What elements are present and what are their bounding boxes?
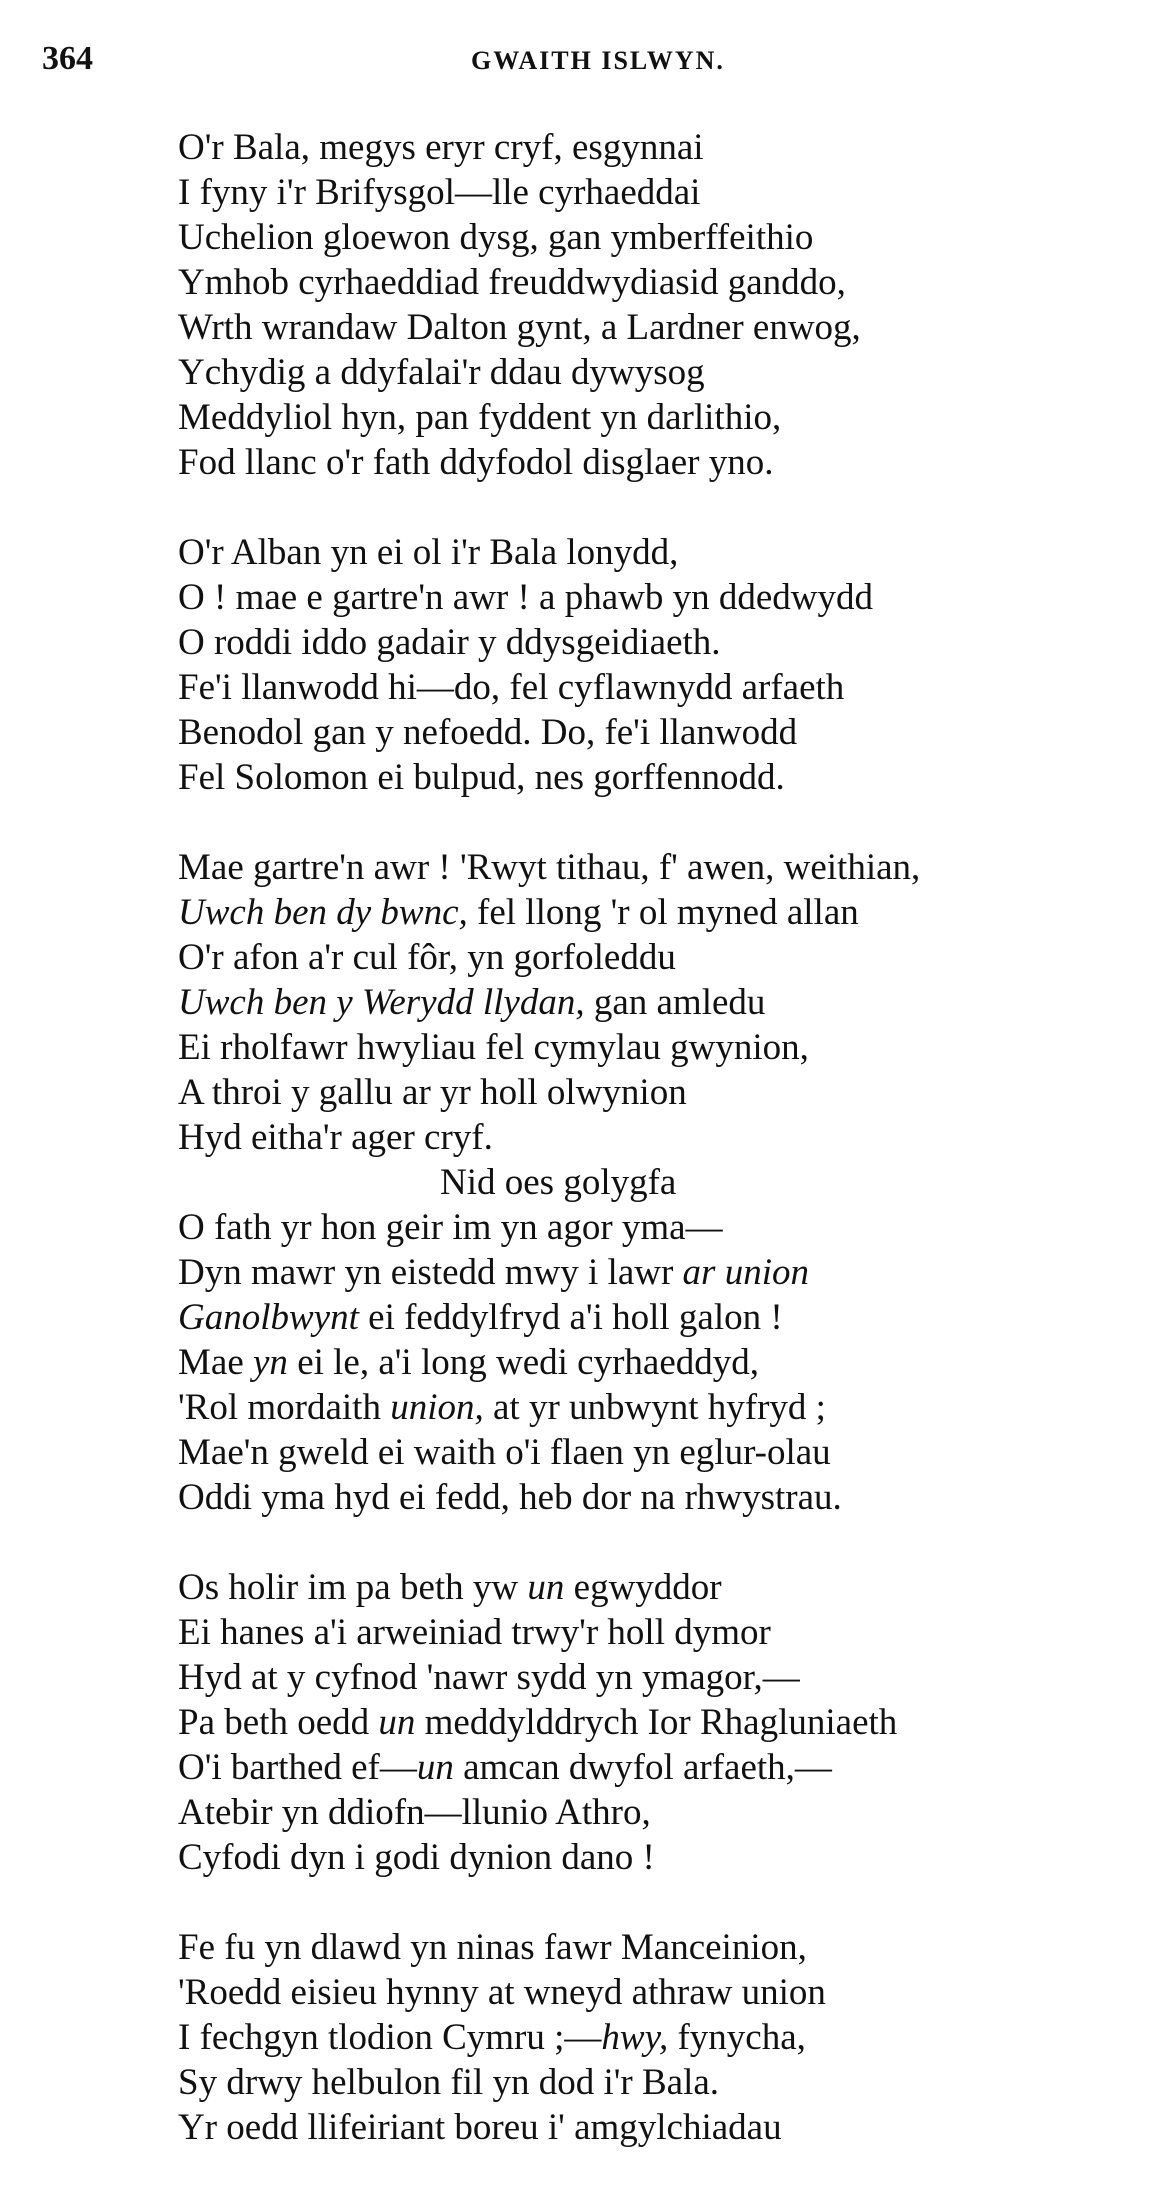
verse-text: Fel Solomon ei bulpud, nes gorffennodd. xyxy=(178,757,785,798)
verse-text: Os holir im pa beth yw xyxy=(178,1567,528,1608)
italic-text: Uwch ben y Werydd llydan, xyxy=(178,982,585,1023)
verse-text: O'i barthed ef— xyxy=(178,1747,417,1788)
verse-line xyxy=(178,440,1158,485)
verse-line xyxy=(178,710,1158,755)
verse-text: Nid oes golygfa xyxy=(440,1162,677,1203)
verse-line xyxy=(178,1295,1158,1340)
verse-text: Fe fu yn dlawd yn ninas fawr Manceinion, xyxy=(178,1927,807,1968)
italic-text: union, xyxy=(390,1387,484,1428)
verse-line xyxy=(178,1700,1158,1745)
verse-text: ei le, a'i long wedi cyrhaeddyd, xyxy=(287,1342,760,1383)
verse-line xyxy=(178,620,1158,665)
verse-line xyxy=(178,215,1158,260)
verse-text: Pa beth oedd xyxy=(178,1702,379,1743)
verse-text: gan amledu xyxy=(584,982,766,1023)
stanza xyxy=(178,1925,1158,2150)
verse-text: O fath yr hon geir im yn agor yma— xyxy=(178,1207,723,1248)
verse-line xyxy=(178,530,1158,575)
verse-text: O roddi iddo gadair y ddysgeidiaeth. xyxy=(178,622,721,663)
verse-text: amcan dwyfol arfaeth,— xyxy=(453,1747,832,1788)
verse-text: Cyfodi dyn i godi dynion dano ! xyxy=(178,1837,655,1878)
verse-line xyxy=(178,1385,1158,1430)
stanza xyxy=(178,1565,1158,1880)
italic-text: un xyxy=(527,1567,565,1608)
running-head xyxy=(42,40,1114,80)
verse-text: Mae'n gweld ei waith o'i flaen yn eglur-olau xyxy=(178,1432,831,1473)
verse-text: O'r Alban yn ei ol i'r Bala lonydd, xyxy=(178,532,679,573)
verse-text: egwyddor xyxy=(564,1567,722,1608)
verse-line xyxy=(178,125,1158,170)
italic-text: ar union xyxy=(682,1252,809,1293)
stanza xyxy=(178,530,1158,800)
verse-text: 'Roedd eisieu hynny at wneyd athraw union xyxy=(178,1972,826,2013)
verse-text: Hyd at y cyfnod 'nawr sydd yn ymagor,— xyxy=(178,1657,800,1698)
verse-line xyxy=(178,890,1158,935)
verse-line xyxy=(178,1835,1158,1880)
verse-line xyxy=(178,1205,1158,1250)
verse-line xyxy=(178,1565,1158,1610)
verse-line xyxy=(178,1925,1158,1970)
verse-text: Ei hanes a'i arweiniad trwy'r holl dymor xyxy=(178,1612,771,1653)
verse-line xyxy=(178,1970,1158,2015)
verse-text: O ! mae e gartre'n awr ! a phawb yn ddedwydd xyxy=(178,577,874,618)
running-title: GWAITH ISLWYN. xyxy=(471,46,725,75)
verse-text: at yr unbwynt hyfryd ; xyxy=(483,1387,826,1428)
verse-text: Dyn mawr yn eistedd mwy i lawr xyxy=(178,1252,683,1293)
verse-text: ei feddylfryd a'i holl galon ! xyxy=(358,1297,783,1338)
verse-line xyxy=(178,1475,1158,1520)
verse-line xyxy=(178,305,1158,350)
verse-line xyxy=(178,935,1158,980)
italic-text: yn xyxy=(253,1342,288,1383)
italic-text: Uwch ben dy bwnc, xyxy=(178,892,468,933)
stanza xyxy=(178,125,1158,485)
verse-text: 'Rol mordaith xyxy=(178,1387,391,1428)
italic-text: hwy, xyxy=(601,2017,669,2058)
verse-line xyxy=(178,2015,1158,2060)
italic-text: un xyxy=(416,1747,454,1788)
verse-text: I fechgyn tlodion Cymru ;— xyxy=(178,2017,602,2058)
verse-text: O'r afon a'r cul fôr, yn gorfoleddu xyxy=(178,937,676,978)
verse-line xyxy=(178,260,1158,305)
verse-line xyxy=(178,350,1158,395)
verse-text: Atebir yn ddiofn—llunio Athro, xyxy=(178,1792,651,1833)
verse-text: fynycha, xyxy=(668,2017,806,2058)
verse-line xyxy=(178,665,1158,710)
verse-text: Oddi yma hyd ei fedd, heb dor na rhwystrau. xyxy=(178,1477,842,1518)
verse-line xyxy=(178,1340,1158,1385)
verse-line xyxy=(178,395,1158,440)
verse-text: Mae gartre'n awr ! 'Rwyt tithau, f' awen, weithian, xyxy=(178,847,921,888)
verse-text: Wrth wrandaw Dalton gynt, a Lardner enwog, xyxy=(178,307,861,348)
verse-text: Yr oedd llifeiriant boreu i' amgylchiadau xyxy=(178,2107,782,2148)
verse-line xyxy=(178,1025,1158,1070)
verse-text: Sy drwy helbulon fil yn dod i'r Bala. xyxy=(178,2062,720,2103)
verse-line xyxy=(178,1610,1158,1655)
verse-line xyxy=(178,1070,1158,1115)
verse-line xyxy=(178,170,1158,215)
stanza xyxy=(178,845,1158,1520)
verse-line xyxy=(178,1250,1158,1295)
verse-line xyxy=(178,1430,1158,1475)
verse-line xyxy=(178,755,1158,800)
italic-text: un xyxy=(378,1702,416,1743)
verse-text: Ei rholfawr hwyliau fel cymylau gwynion, xyxy=(178,1027,809,1068)
verse-line xyxy=(178,1115,1158,1160)
verse-line xyxy=(178,1745,1158,1790)
italic-text: Ganolbwynt xyxy=(178,1297,359,1338)
verse-text: Benodol gan y nefoedd. Do, fe'i llanwodd xyxy=(178,712,798,753)
poem-body xyxy=(178,125,1158,2195)
verse-line xyxy=(178,1790,1158,1835)
verse-line xyxy=(178,1160,1158,1205)
verse-text: Mae xyxy=(178,1342,253,1383)
verse-text: Fod llanc o'r fath ddyfodol disglaer yno. xyxy=(178,442,774,483)
page-number: 364 xyxy=(42,40,93,77)
verse-line xyxy=(178,1655,1158,1700)
verse-text: A throi y gallu ar yr holl olwynion xyxy=(178,1072,687,1113)
verse-text: meddylddrych Ior Rhagluniaeth xyxy=(415,1702,898,1743)
verse-line xyxy=(178,845,1158,890)
verse-text: Uchelion gloewon dysg, gan ymberffeithio xyxy=(178,217,814,258)
verse-text: O'r Bala, megys eryr cryf, esgynnai xyxy=(178,127,704,168)
verse-line xyxy=(178,2105,1158,2150)
verse-line xyxy=(178,2060,1158,2105)
verse-text: Ymhob cyrhaeddiad freuddwydiasid ganddo, xyxy=(178,262,846,303)
verse-text: Hyd eitha'r ager cryf. xyxy=(178,1117,493,1158)
verse-text: Meddyliol hyn, pan fyddent yn darlithio, xyxy=(178,397,782,438)
verse-text: Ychydig a ddyfalai'r ddau dywysog xyxy=(178,352,705,393)
verse-text: fel llong 'r ol myned allan xyxy=(467,892,859,933)
verse-line xyxy=(178,980,1158,1025)
verse-text: I fyny i'r Brifysgol—lle cyrhaeddai xyxy=(178,172,701,213)
verse-line xyxy=(178,575,1158,620)
verse-text: Fe'i llanwodd hi—do, fel cyflawnydd arfaeth xyxy=(178,667,845,708)
